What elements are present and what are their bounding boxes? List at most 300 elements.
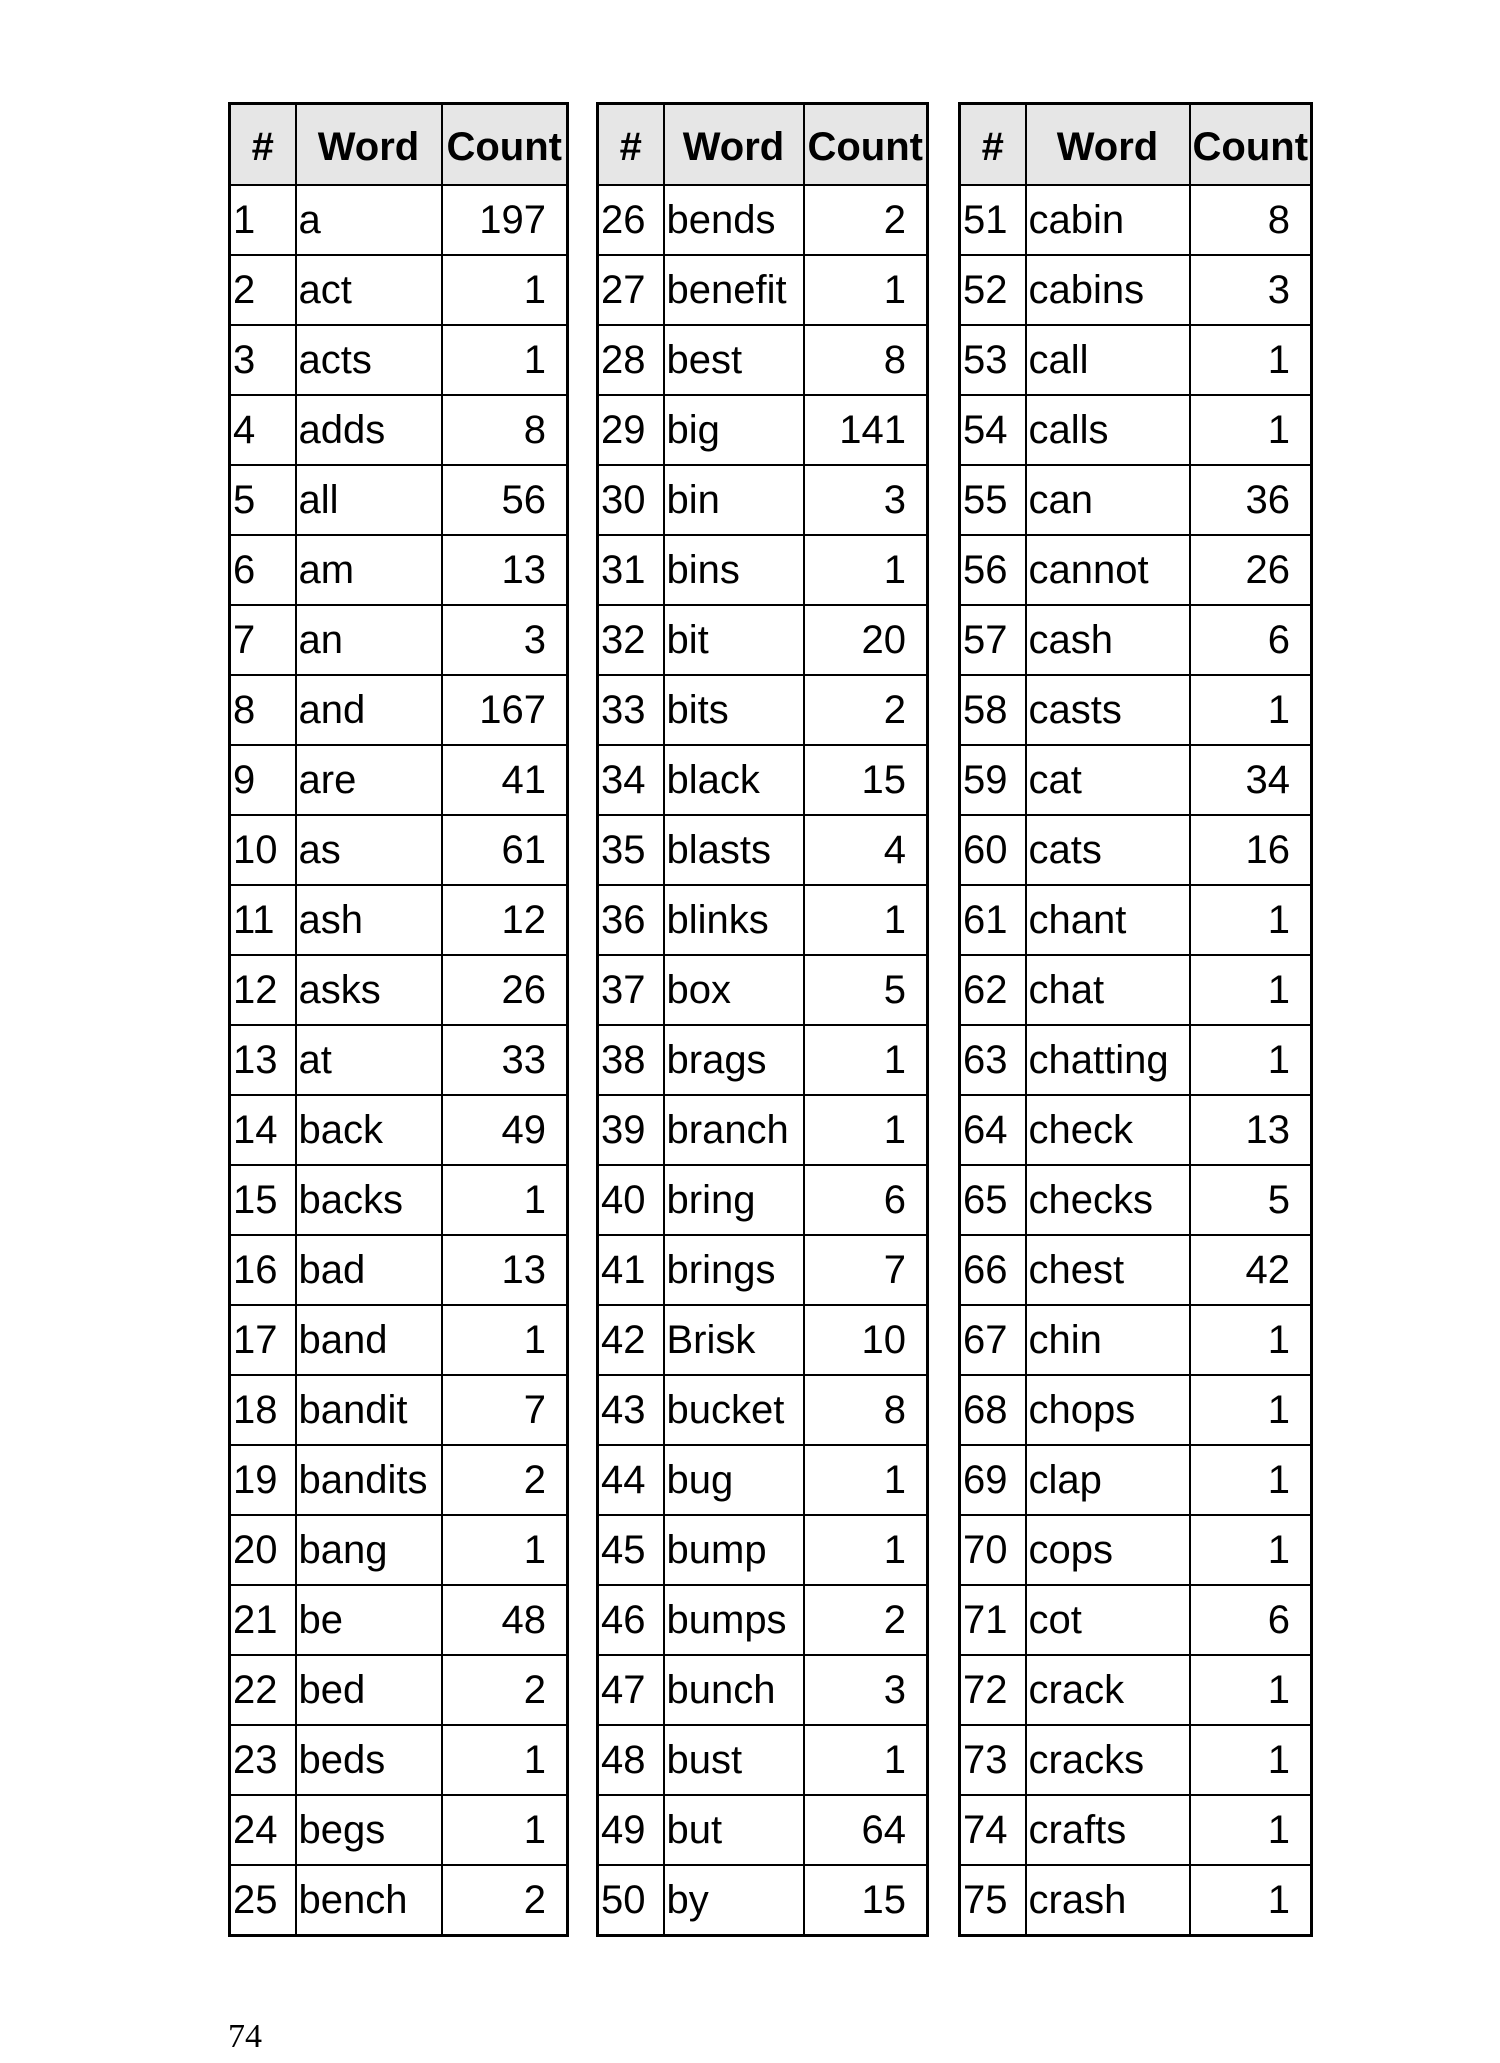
word-cell: bad (296, 1235, 442, 1305)
table-row (598, 325, 928, 395)
word-cell: branch (664, 1095, 804, 1165)
word-cell: chin (1026, 1305, 1190, 1375)
row-number-cell: 21 (230, 1585, 296, 1655)
row-number-cell: 10 (230, 815, 296, 885)
row-number-cell: 33 (598, 675, 664, 745)
word-cell: checks (1026, 1165, 1190, 1235)
count-cell: 1 (1190, 1795, 1312, 1865)
count-cell: 48 (442, 1585, 568, 1655)
row-number-cell: 9 (230, 745, 296, 815)
table-row (960, 535, 1312, 605)
word-cell: band (296, 1305, 442, 1375)
word-cell: cat (1026, 745, 1190, 815)
count-cell: 34 (1190, 745, 1312, 815)
row-number-cell: 40 (598, 1165, 664, 1235)
table-row (960, 255, 1312, 325)
table-row (960, 395, 1312, 465)
row-number-cell: 34 (598, 745, 664, 815)
row-number-cell: 11 (230, 885, 296, 955)
row-number-cell: 43 (598, 1375, 664, 1445)
word-cell: chops (1026, 1375, 1190, 1445)
word-cell: be (296, 1585, 442, 1655)
word-cell: as (296, 815, 442, 885)
table-row (598, 1515, 928, 1585)
count-cell: 33 (442, 1025, 568, 1095)
word-cell: crafts (1026, 1795, 1190, 1865)
table-row (230, 1025, 568, 1095)
word-cell: bits (664, 675, 804, 745)
row-number-cell: 37 (598, 955, 664, 1025)
header-word: Word (1026, 104, 1190, 186)
row-number-cell: 61 (960, 885, 1026, 955)
table-row (230, 955, 568, 1025)
word-cell: ash (296, 885, 442, 955)
row-number-cell: 57 (960, 605, 1026, 675)
word-cell: black (664, 745, 804, 815)
count-cell: 26 (1190, 535, 1312, 605)
row-number-cell: 60 (960, 815, 1026, 885)
count-cell: 1 (1190, 1655, 1312, 1725)
row-number-cell: 22 (230, 1655, 296, 1725)
count-cell: 8 (804, 1375, 928, 1445)
word-cell: cops (1026, 1515, 1190, 1585)
table-row (598, 745, 928, 815)
count-cell: 1 (804, 1515, 928, 1585)
table-row (230, 605, 568, 675)
table-row (598, 1585, 928, 1655)
row-number-cell: 75 (960, 1865, 1026, 1936)
table-row (960, 1165, 1312, 1235)
row-number-cell: 27 (598, 255, 664, 325)
row-number-cell: 44 (598, 1445, 664, 1515)
count-cell: 1 (804, 255, 928, 325)
table-row (598, 1025, 928, 1095)
table-row (230, 885, 568, 955)
header-row (230, 104, 568, 186)
row-number-cell: 46 (598, 1585, 664, 1655)
count-cell: 1 (804, 1725, 928, 1795)
row-number-cell: 62 (960, 955, 1026, 1025)
count-cell: 1 (1190, 1725, 1312, 1795)
header-count: Count (1190, 104, 1312, 186)
row-number-cell: 4 (230, 395, 296, 465)
count-cell: 2 (442, 1865, 568, 1936)
row-number-cell: 28 (598, 325, 664, 395)
table-row (230, 1375, 568, 1445)
row-number-cell: 14 (230, 1095, 296, 1165)
word-cell: all (296, 465, 442, 535)
count-cell: 2 (442, 1445, 568, 1515)
row-number-cell: 7 (230, 605, 296, 675)
row-number-cell: 68 (960, 1375, 1026, 1445)
word-cell: box (664, 955, 804, 1025)
word-cell: act (296, 255, 442, 325)
row-number-cell: 16 (230, 1235, 296, 1305)
table-row (230, 325, 568, 395)
count-cell: 13 (1190, 1095, 1312, 1165)
row-number-cell: 23 (230, 1725, 296, 1795)
table-row (960, 325, 1312, 395)
header-count: Count (442, 104, 568, 186)
row-number-cell: 49 (598, 1795, 664, 1865)
row-number-cell: 45 (598, 1515, 664, 1585)
word-cell: cannot (1026, 535, 1190, 605)
table-row (598, 1375, 928, 1445)
row-number-cell: 39 (598, 1095, 664, 1165)
row-number-cell: 42 (598, 1305, 664, 1375)
word-cell: backs (296, 1165, 442, 1235)
row-number-cell: 38 (598, 1025, 664, 1095)
table-row (230, 1795, 568, 1865)
table-row (960, 605, 1312, 675)
word-cell: at (296, 1025, 442, 1095)
count-cell: 10 (804, 1305, 928, 1375)
row-number-cell: 1 (230, 185, 296, 255)
table-row (960, 1795, 1312, 1865)
row-number-cell: 50 (598, 1865, 664, 1936)
row-number-cell: 64 (960, 1095, 1026, 1165)
count-cell: 1 (804, 1025, 928, 1095)
word-cell: are (296, 745, 442, 815)
header-number: # (598, 104, 664, 186)
word-cell: bang (296, 1515, 442, 1585)
word-cell: back (296, 1095, 442, 1165)
word-count-table-2 (596, 102, 929, 1937)
word-cell: bug (664, 1445, 804, 1515)
row-number-cell: 29 (598, 395, 664, 465)
table-row (598, 885, 928, 955)
word-cell: an (296, 605, 442, 675)
row-number-cell: 30 (598, 465, 664, 535)
count-cell: 1 (1190, 1445, 1312, 1515)
row-number-cell: 26 (598, 185, 664, 255)
header-count: Count (804, 104, 928, 186)
word-cell: cot (1026, 1585, 1190, 1655)
table-row (598, 465, 928, 535)
count-cell: 41 (442, 745, 568, 815)
word-cell: bends (664, 185, 804, 255)
word-cell: bring (664, 1165, 804, 1235)
word-cell: bench (296, 1865, 442, 1936)
count-cell: 42 (1190, 1235, 1312, 1305)
count-cell: 1 (1190, 1025, 1312, 1095)
word-cell: beds (296, 1725, 442, 1795)
count-cell: 36 (1190, 465, 1312, 535)
word-cell: big (664, 395, 804, 465)
table-row (598, 1095, 928, 1165)
row-number-cell: 32 (598, 605, 664, 675)
word-cell: cabin (1026, 185, 1190, 255)
row-number-cell: 18 (230, 1375, 296, 1445)
count-cell: 6 (804, 1165, 928, 1235)
table-body (960, 185, 1312, 1936)
word-cell: bust (664, 1725, 804, 1795)
word-cell: call (1026, 325, 1190, 395)
header-row (598, 104, 928, 186)
row-number-cell: 72 (960, 1655, 1026, 1725)
word-cell: bucket (664, 1375, 804, 1445)
word-cell: brings (664, 1235, 804, 1305)
row-number-cell: 31 (598, 535, 664, 605)
table-row (230, 1095, 568, 1165)
table-row (960, 1725, 1312, 1795)
word-cell: but (664, 1795, 804, 1865)
word-cell: chant (1026, 885, 1190, 955)
row-number-cell: 2 (230, 255, 296, 325)
count-cell: 197 (442, 185, 568, 255)
table-row (598, 675, 928, 745)
table-row (598, 605, 928, 675)
count-cell: 5 (804, 955, 928, 1025)
table-row (960, 1305, 1312, 1375)
page-number: 74 (228, 2018, 262, 2055)
word-count-table-1 (228, 102, 569, 1937)
table-row (598, 1235, 928, 1305)
count-cell: 1 (804, 885, 928, 955)
table-row (230, 675, 568, 745)
word-cell: cats (1026, 815, 1190, 885)
word-cell: blasts (664, 815, 804, 885)
table-row (230, 1305, 568, 1375)
count-cell: 1 (1190, 675, 1312, 745)
count-cell: 1 (442, 255, 568, 325)
table-row (598, 255, 928, 325)
table-row (598, 395, 928, 465)
count-cell: 3 (442, 605, 568, 675)
table-row (598, 955, 928, 1025)
row-number-cell: 58 (960, 675, 1026, 745)
count-cell: 2 (804, 675, 928, 745)
word-cell: Brisk (664, 1305, 804, 1375)
count-cell: 141 (804, 395, 928, 465)
table-row (230, 1445, 568, 1515)
row-number-cell: 3 (230, 325, 296, 395)
word-cell: bins (664, 535, 804, 605)
table-row (598, 1165, 928, 1235)
header-word: Word (664, 104, 804, 186)
word-cell: benefit (664, 255, 804, 325)
count-cell: 1 (1190, 1515, 1312, 1585)
row-number-cell: 52 (960, 255, 1026, 325)
word-cell: check (1026, 1095, 1190, 1165)
word-cell: chest (1026, 1235, 1190, 1305)
word-cell: can (1026, 465, 1190, 535)
word-cell: best (664, 325, 804, 395)
count-cell: 20 (804, 605, 928, 675)
count-cell: 8 (804, 325, 928, 395)
row-number-cell: 41 (598, 1235, 664, 1305)
count-cell: 3 (804, 1655, 928, 1725)
word-cell: cash (1026, 605, 1190, 675)
table-row (598, 815, 928, 885)
table-row (230, 1235, 568, 1305)
row-number-cell: 73 (960, 1725, 1026, 1795)
row-number-cell: 5 (230, 465, 296, 535)
header-row (960, 104, 1312, 186)
count-cell: 1 (442, 1795, 568, 1865)
count-cell: 1 (1190, 1865, 1312, 1936)
count-cell: 1 (804, 535, 928, 605)
table-row (230, 395, 568, 465)
row-number-cell: 55 (960, 465, 1026, 535)
word-cell: bed (296, 1655, 442, 1725)
count-cell: 2 (804, 185, 928, 255)
table-row (598, 1865, 928, 1936)
table-row (960, 955, 1312, 1025)
count-cell: 13 (442, 1235, 568, 1305)
table-row (230, 1865, 568, 1936)
row-number-cell: 70 (960, 1515, 1026, 1585)
table-row (960, 1025, 1312, 1095)
table-row (598, 1655, 928, 1725)
word-cell: bump (664, 1515, 804, 1585)
word-cell: bin (664, 465, 804, 535)
count-cell: 6 (1190, 1585, 1312, 1655)
table-row (230, 535, 568, 605)
count-cell: 56 (442, 465, 568, 535)
word-cell: crack (1026, 1655, 1190, 1725)
table-row (960, 1515, 1312, 1585)
word-cell: bandit (296, 1375, 442, 1445)
table-row (230, 1165, 568, 1235)
count-cell: 1 (1190, 1305, 1312, 1375)
count-cell: 2 (804, 1585, 928, 1655)
header-number: # (960, 104, 1026, 186)
table-row (598, 1445, 928, 1515)
word-cell: bit (664, 605, 804, 675)
table-row (960, 675, 1312, 745)
word-cell: blinks (664, 885, 804, 955)
count-cell: 1 (442, 1515, 568, 1585)
count-cell: 64 (804, 1795, 928, 1865)
word-cell: bandits (296, 1445, 442, 1515)
table-row (598, 1795, 928, 1865)
count-cell: 167 (442, 675, 568, 745)
count-cell: 8 (1190, 185, 1312, 255)
table-row (230, 1655, 568, 1725)
word-cell: chat (1026, 955, 1190, 1025)
row-number-cell: 59 (960, 745, 1026, 815)
word-cell: cracks (1026, 1725, 1190, 1795)
table-row (960, 1375, 1312, 1445)
word-cell: brags (664, 1025, 804, 1095)
count-cell: 8 (442, 395, 568, 465)
count-cell: 5 (1190, 1165, 1312, 1235)
count-cell: 6 (1190, 605, 1312, 675)
count-cell: 15 (804, 745, 928, 815)
table-row (230, 185, 568, 255)
count-cell: 1 (1190, 885, 1312, 955)
row-number-cell: 35 (598, 815, 664, 885)
count-cell: 1 (1190, 395, 1312, 465)
count-cell: 1 (804, 1095, 928, 1165)
table-row (960, 1445, 1312, 1515)
word-cell: crash (1026, 1865, 1190, 1936)
table-row (960, 1585, 1312, 1655)
row-number-cell: 53 (960, 325, 1026, 395)
word-cell: casts (1026, 675, 1190, 745)
row-number-cell: 6 (230, 535, 296, 605)
row-number-cell: 71 (960, 1585, 1026, 1655)
word-cell: a (296, 185, 442, 255)
word-cell: calls (1026, 395, 1190, 465)
row-number-cell: 12 (230, 955, 296, 1025)
row-number-cell: 54 (960, 395, 1026, 465)
count-cell: 4 (804, 815, 928, 885)
row-number-cell: 69 (960, 1445, 1026, 1515)
table-row (960, 465, 1312, 535)
table-row (598, 1725, 928, 1795)
word-cell: clap (1026, 1445, 1190, 1515)
count-cell: 1 (804, 1445, 928, 1515)
count-cell: 26 (442, 955, 568, 1025)
table-row (230, 255, 568, 325)
count-cell: 1 (442, 1725, 568, 1795)
count-cell: 1 (442, 325, 568, 395)
row-number-cell: 51 (960, 185, 1026, 255)
count-cell: 1 (442, 1305, 568, 1375)
table-row (230, 1515, 568, 1585)
count-cell: 1 (1190, 325, 1312, 395)
word-cell: begs (296, 1795, 442, 1865)
count-cell: 3 (804, 465, 928, 535)
word-cell: and (296, 675, 442, 745)
table-row (598, 1305, 928, 1375)
table-row (960, 1655, 1312, 1725)
row-number-cell: 74 (960, 1795, 1026, 1865)
row-number-cell: 25 (230, 1865, 296, 1936)
row-number-cell: 63 (960, 1025, 1026, 1095)
row-number-cell: 67 (960, 1305, 1026, 1375)
table-row (598, 535, 928, 605)
table-row (598, 185, 928, 255)
count-cell: 7 (442, 1375, 568, 1445)
header-word: Word (296, 104, 442, 186)
table-row (230, 1585, 568, 1655)
count-cell: 2 (442, 1655, 568, 1725)
count-cell: 7 (804, 1235, 928, 1305)
table-body (230, 185, 568, 1936)
table-row (960, 185, 1312, 255)
table-row (230, 815, 568, 885)
count-cell: 1 (442, 1165, 568, 1235)
count-cell: 12 (442, 885, 568, 955)
table-row (960, 815, 1312, 885)
table-row (960, 745, 1312, 815)
row-number-cell: 15 (230, 1165, 296, 1235)
row-number-cell: 8 (230, 675, 296, 745)
table-row (960, 1095, 1312, 1165)
row-number-cell: 19 (230, 1445, 296, 1515)
row-number-cell: 20 (230, 1515, 296, 1585)
word-cell: cabins (1026, 255, 1190, 325)
row-number-cell: 65 (960, 1165, 1026, 1235)
count-cell: 13 (442, 535, 568, 605)
table-row (230, 1725, 568, 1795)
row-number-cell: 56 (960, 535, 1026, 605)
word-count-table-3 (958, 102, 1313, 1937)
count-cell: 16 (1190, 815, 1312, 885)
table-row (960, 885, 1312, 955)
table-row (960, 1235, 1312, 1305)
word-cell: bumps (664, 1585, 804, 1655)
row-number-cell: 36 (598, 885, 664, 955)
word-cell: am (296, 535, 442, 605)
word-cell: by (664, 1865, 804, 1936)
word-cell: acts (296, 325, 442, 395)
count-cell: 15 (804, 1865, 928, 1936)
count-cell: 61 (442, 815, 568, 885)
